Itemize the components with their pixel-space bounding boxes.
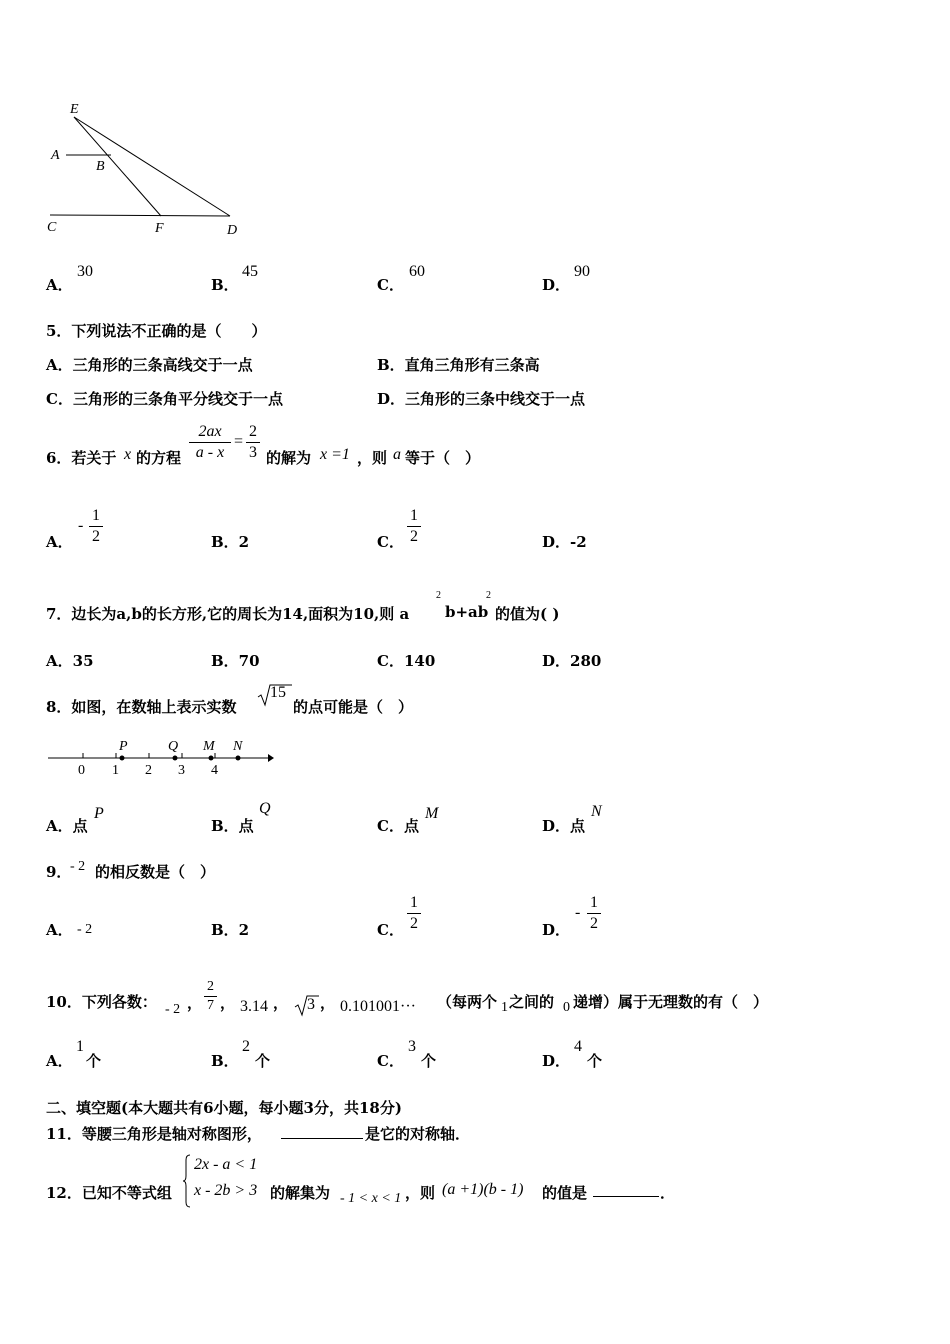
point-label-p: P [119,739,128,754]
q9-option-c-numerator: 1 [410,894,418,911]
q8-option-d[interactable]: D．点 [542,817,586,835]
tick-label-1: 1 [112,763,119,778]
q9-option-b[interactable]: B．2 [211,921,250,939]
label-d: D [227,223,238,238]
q9-option-d-fraction [587,893,601,934]
label-c: C [47,220,57,235]
q10-option-c[interactable]: C． [377,1052,404,1070]
q4-option-b[interactable]: B． [211,276,239,294]
q10-digit-one: 1 [501,1000,508,1015]
segment-cd [50,215,230,216]
q6-denominator-rhs: 3 [249,444,257,461]
q11-answer-blank[interactable] [281,1138,363,1139]
q6-solution: x =1 [320,446,350,463]
point-m-dot [209,756,214,761]
q10-option-c-value: 3 [408,1038,416,1055]
q10-option-b-unit: 个 [255,1052,271,1070]
q8-option-c-point: M [425,805,439,822]
q6-option-a-numerator: 1 [92,507,100,524]
q9-option-d-numerator: 1 [590,894,598,911]
label-b: B [96,159,105,174]
q9-option-c-denominator: 2 [410,915,418,932]
q8-option-a[interactable]: A．点 [46,817,88,835]
point-label-q: Q [168,739,179,754]
q6-equals: = [234,433,244,450]
q6-stem-part2: 的方程 [136,449,182,467]
point-p-dot [120,756,125,761]
q10-option-b[interactable]: B． [211,1052,239,1070]
q6-var-x: x [124,446,132,463]
label-e: E [70,102,79,117]
q6-stem-part1: 6．若关于 [46,449,117,467]
q6-option-a[interactable]: A． [46,533,73,551]
q7-stem-part3: 的值为( ) [495,605,560,623]
q10-option-d-unit: 个 [587,1052,603,1070]
q7-option-b[interactable]: B．70 [211,652,260,670]
q11-stem-end: 是它的对称轴． [365,1125,471,1143]
q9-number: 9． [46,863,72,881]
q8-option-d-point: N [591,803,602,820]
q8-option-b[interactable]: B．点 [211,817,254,835]
q6-option-c-denominator: 2 [410,528,418,545]
q5-option-d[interactable]: D．三角形的三条中线交于一点 [377,390,586,408]
point-n-dot [236,756,241,761]
q8-option-c[interactable]: C．点 [377,817,419,835]
tick-label-2: 2 [145,763,152,778]
q10-option-a-unit: 个 [86,1052,102,1070]
q10-comma-1: ， [187,994,203,1012]
tick-label-3: 3 [178,763,185,778]
q10-option-c-unit: 个 [421,1052,437,1070]
q12-stem-part3: ，则 [405,1184,436,1202]
q10-stem-part4: 递增）属于无理数的有（ ） [573,993,769,1011]
point-label-n: N [233,739,243,754]
q10-denominator: 7 [207,998,214,1013]
q8-option-a-point: P [94,805,104,822]
q6-var-a: a [393,446,401,463]
q8-stem-part1: 8．如图，在数轴上表示实数 [46,698,237,716]
q7-option-a[interactable]: A．35 [46,652,94,670]
point-label-m: M [203,739,215,754]
q12-answer-blank[interactable] [593,1196,659,1197]
q5-option-c[interactable]: C．三角形的三条角平分线交于一点 [46,390,283,408]
q7-stem-part2: b+ab [445,603,489,621]
tick-label-0: 0 [78,763,85,778]
q12-solution-set: - 1 < x < 1 [340,1191,402,1206]
geometry-figure [40,95,260,245]
q4-option-c[interactable]: C． [377,276,404,294]
q9-stem: 的相反数是（ ） [95,863,216,881]
q12-inequality-1: 2x - a < 1 [194,1156,258,1173]
section-2-heading: 二、填空题(本大题共有6小题，每小题3分，共18分) [46,1099,402,1117]
left-brace-icon [182,1154,192,1208]
q10-stem-part2: （每两个 [437,993,498,1011]
q6-stem-part4: ，则 [357,449,388,467]
q9-option-d[interactable]: D． [542,921,571,939]
q6-numerator-lhs: 2ax [198,423,222,440]
q12-stem-end: ． [660,1184,676,1202]
q4-option-d[interactable]: D． [542,276,571,294]
q10-comma-3: ， [273,994,289,1012]
q10-numerator: 2 [207,979,214,994]
q10-stem-part1: 10．下列各数： [46,993,157,1011]
q6-option-b[interactable]: B．2 [211,533,250,551]
q6-stem-part5: 等于（ ） [405,449,481,467]
arrow-right-icon [268,754,274,762]
q10-number-3-14: 3.14 [240,998,268,1015]
q10-digit-zero: 0 [563,1000,570,1015]
number-line [44,736,276,782]
q12-stem-part1: 12．已知不等式组 [46,1184,172,1202]
q9-option-a-value: - 2 [77,922,93,937]
q6-option-a-fraction [89,506,103,547]
q8-stem-part2: 的点可能是（ ） [293,698,414,716]
q10-option-a-value: 1 [76,1038,84,1055]
q6-denominator-lhs: a - x [195,444,225,461]
q7-superscript-2: 2 [486,590,491,601]
q5-option-a[interactable]: A．三角形的三条高线交于一点 [46,356,253,374]
q6-option-c-fraction [407,506,421,547]
q12-stem-part4: 的值是 [542,1184,588,1202]
q8-option-b-point: Q [259,800,271,817]
point-q-dot [173,756,178,761]
q10-option-d[interactable]: D． [542,1052,571,1070]
q7-option-c[interactable]: C．140 [377,652,436,670]
segment-ef [74,117,161,216]
q9-option-c-fraction [407,893,421,934]
q5-option-b[interactable]: B．直角三角形有三条高 [377,356,540,374]
q10-number-negative-two: - 2 [165,1002,181,1017]
q5-stem: 5．下列说法不正确的是（ ） [46,322,267,340]
q10-stem-part3: 之间的 [509,993,555,1011]
q10-option-a[interactable]: A． [46,1052,73,1070]
q6-option-d[interactable]: D．-2 [542,533,587,551]
q9-option-d-minus: - [575,904,581,921]
q12-inequality-2: x - 2b > 3 [194,1182,258,1199]
q10-comma-4: ， [320,994,336,1012]
q7-stem-part1: 7．边长为a,b的长方形,它的周长为14,面积为10,则 a [46,605,410,623]
q11-stem: 11．等腰三角形是轴对称图形， [46,1125,262,1143]
q10-fraction [204,978,217,1015]
q6-option-a-denominator: 2 [92,528,100,545]
q10-comma-2: ， [220,994,236,1012]
label-f: F [155,221,164,236]
q12-stem-part2: 的解集为 [270,1184,331,1202]
q6-numerator-rhs: 2 [249,423,257,440]
q8-radicand: 15 [270,684,286,701]
q6-option-a-minus: - [78,517,84,534]
label-a: A [51,148,60,163]
q9-option-d-denominator: 2 [590,915,598,932]
q6-fraction-rhs [246,422,260,463]
q7-option-d[interactable]: D．280 [542,652,602,670]
q10-option-b-value: 2 [242,1038,250,1055]
q10-option-d-value: 4 [574,1038,582,1055]
q9-negative-two: - 2 [70,859,86,874]
q6-stem-part3: 的解为 [266,449,312,467]
q7-superscript-1: 2 [436,590,441,601]
q10-radicand: 3 [307,996,315,1013]
q4-value-a: 30 [77,263,93,280]
q9-option-c[interactable]: C． [377,921,404,939]
q10-number-repeating: 0.101001··· [340,998,416,1015]
q4-value-d: 90 [574,263,590,280]
q6-fraction-lhs [189,422,231,463]
q12-expression: (a +1)(b - 1) [442,1181,524,1198]
q4-value-b: 45 [242,263,258,280]
q6-option-c[interactable]: C． [377,533,404,551]
q4-option-a[interactable]: A． [46,276,73,294]
tick-label-4: 4 [211,763,218,778]
q4-value-c: 60 [409,263,425,280]
q6-option-c-numerator: 1 [410,507,418,524]
q9-option-a[interactable]: A． [46,921,73,939]
